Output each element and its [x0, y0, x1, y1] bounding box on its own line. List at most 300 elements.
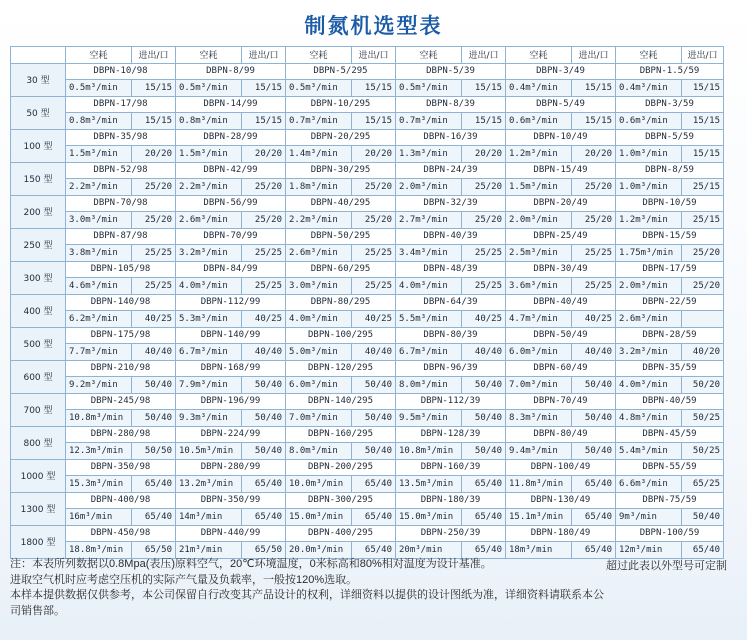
- model-cell: DBPN-196/99: [176, 393, 286, 410]
- model-cell: DBPN-10/295: [286, 96, 396, 113]
- capacity-label: 100 型: [11, 129, 66, 162]
- inlet-outlet-cell: 65/40: [462, 476, 506, 493]
- inlet-outlet-cell: 65/40: [682, 542, 724, 559]
- inlet-outlet-cell: 40/20: [682, 344, 724, 361]
- inlet-outlet-cell: 65/50: [132, 542, 176, 559]
- table-row: [11, 245, 724, 262]
- air-consumption-cell: 1.8m³/min: [286, 179, 352, 196]
- table-row: [11, 542, 724, 559]
- inlet-outlet-cell: 15/15: [682, 113, 724, 130]
- model-cell: DBPN-17/98: [66, 96, 176, 113]
- model-cell: DBPN-112/39: [396, 393, 506, 410]
- model-cell: DBPN-70/99: [176, 228, 286, 245]
- air-consumption-cell: 1.0m³/min: [616, 179, 682, 196]
- table-row: [11, 113, 724, 130]
- model-cell: DBPN-105/98: [66, 261, 176, 278]
- model-cell: DBPN-35/98: [66, 129, 176, 146]
- air-consumption-cell: 0.7m³/min: [286, 113, 352, 130]
- inlet-outlet-cell: 50/40: [572, 443, 616, 460]
- inlet-outlet-cell: 25/20: [682, 278, 724, 295]
- air-consumption-cell: 20m³/min: [396, 542, 462, 559]
- inlet-outlet-cell: 25/20: [132, 179, 176, 196]
- inlet-outlet-cell: 15/15: [242, 80, 286, 97]
- model-cell: DBPN-28/59: [616, 327, 724, 344]
- inlet-outlet-cell: 65/40: [462, 509, 506, 526]
- air-consumption-cell: 1.2m³/min: [506, 146, 572, 163]
- model-cell: DBPN-400/98: [66, 492, 176, 509]
- table-header-cell: 空耗: [506, 47, 572, 64]
- footnotes: [10, 557, 610, 619]
- air-consumption-cell: 9.4m³/min: [506, 443, 572, 460]
- model-cell: DBPN-60/49: [506, 360, 616, 377]
- inlet-outlet-cell: 25/25: [462, 245, 506, 262]
- table-row: [11, 162, 724, 179]
- capacity-label: 50 型: [11, 96, 66, 129]
- table-row: [11, 459, 724, 476]
- model-cell: DBPN-100/59: [616, 525, 724, 542]
- model-cell: DBPN-15/49: [506, 162, 616, 179]
- model-cell: DBPN-16/39: [396, 129, 506, 146]
- model-cell: DBPN-400/295: [286, 525, 396, 542]
- inlet-outlet-cell: 40/40: [352, 344, 396, 361]
- model-cell: DBPN-64/39: [396, 294, 506, 311]
- air-consumption-cell: 5.3m³/min: [176, 311, 242, 328]
- air-consumption-cell: 0.5m³/min: [396, 80, 462, 97]
- air-consumption-cell: 2.7m³/min: [396, 212, 462, 229]
- air-consumption-cell: 9.2m³/min: [66, 377, 132, 394]
- footnote-line: 进取空气机时应考虑空压机的实际产气量及负载率，一般按120%选取。: [10, 573, 358, 586]
- air-consumption-cell: 1.4m³/min: [286, 146, 352, 163]
- inlet-outlet-cell: 65/40: [352, 476, 396, 493]
- inlet-outlet-cell: 50/40: [572, 377, 616, 394]
- model-cell: DBPN-128/39: [396, 426, 506, 443]
- model-cell: DBPN-55/59: [616, 459, 724, 476]
- air-consumption-cell: 0.5m³/min: [66, 80, 132, 97]
- inlet-outlet-cell: 25/25: [352, 245, 396, 262]
- capacity-label: 1800 型: [11, 525, 66, 558]
- inlet-outlet-cell: 15/15: [572, 80, 616, 97]
- inlet-outlet-cell: 65/40: [132, 509, 176, 526]
- model-cell: DBPN-200/295: [286, 459, 396, 476]
- inlet-outlet-cell: 40/25: [462, 311, 506, 328]
- air-consumption-cell: 1.2m³/min: [616, 212, 682, 229]
- model-cell: DBPN-48/39: [396, 261, 506, 278]
- model-cell: DBPN-20/49: [506, 195, 616, 212]
- air-consumption-cell: 0.8m³/min: [176, 113, 242, 130]
- air-consumption-cell: 16m³/min: [66, 509, 132, 526]
- model-cell: DBPN-40/49: [506, 294, 616, 311]
- model-cell: DBPN-112/99: [176, 294, 286, 311]
- table-header-cell: 进出/口: [242, 47, 286, 64]
- air-consumption-cell: 0.4m³/min: [506, 80, 572, 97]
- air-consumption-cell: 13.2m³/min: [176, 476, 242, 493]
- inlet-outlet-cell: 50/40: [352, 443, 396, 460]
- air-consumption-cell: 2.0m³/min: [506, 212, 572, 229]
- inlet-outlet-cell: 25/25: [572, 278, 616, 295]
- air-consumption-cell: 10.8m³/min: [396, 443, 462, 460]
- inlet-outlet-cell: 40/25: [352, 311, 396, 328]
- inlet-outlet-cell: 25/25: [132, 245, 176, 262]
- air-consumption-cell: 8.0m³/min: [396, 377, 462, 394]
- inlet-outlet-cell: 65/40: [242, 509, 286, 526]
- air-consumption-cell: 0.8m³/min: [66, 113, 132, 130]
- model-cell: DBPN-350/98: [66, 459, 176, 476]
- air-consumption-cell: 4.7m³/min: [506, 311, 572, 328]
- table-row: [11, 261, 724, 278]
- inlet-outlet-cell: 50/40: [242, 377, 286, 394]
- air-consumption-cell: 4.0m³/min: [616, 377, 682, 394]
- table-header-cell: 空耗: [176, 47, 242, 64]
- inlet-outlet-cell: 50/40: [242, 443, 286, 460]
- capacity-label: 400 型: [11, 294, 66, 327]
- table-row: [11, 327, 724, 344]
- inlet-outlet-cell: 15/15: [462, 80, 506, 97]
- inlet-outlet-cell: 25/20: [462, 179, 506, 196]
- inlet-outlet-cell: 50/25: [682, 410, 724, 427]
- model-cell: DBPN-1.5/59: [616, 63, 724, 80]
- inlet-outlet-cell: 50/40: [132, 410, 176, 427]
- air-consumption-cell: 18.8m³/min: [66, 542, 132, 559]
- table-corner-cell: [11, 47, 66, 64]
- model-cell: DBPN-42/99: [176, 162, 286, 179]
- air-consumption-cell: 2.2m³/min: [176, 179, 242, 196]
- model-cell: DBPN-140/98: [66, 294, 176, 311]
- inlet-outlet-cell: 50/50: [132, 443, 176, 460]
- inlet-outlet-cell: 50/40: [242, 410, 286, 427]
- table-row: [11, 377, 724, 394]
- inlet-outlet-cell: 40/40: [462, 344, 506, 361]
- inlet-outlet-cell: 15/15: [132, 80, 176, 97]
- inlet-outlet-cell: 25/15: [682, 212, 724, 229]
- air-consumption-cell: 3.0m³/min: [286, 278, 352, 295]
- model-cell: DBPN-440/99: [176, 525, 286, 542]
- footnote-line: 注：本表所列数据以0.8Mpa(表压)原料空气，20℃环境温度，0米标高和80%相对温度为设计基准。: [10, 558, 492, 570]
- model-cell: DBPN-56/99: [176, 195, 286, 212]
- inlet-outlet-cell: 20/20: [352, 146, 396, 163]
- model-cell: DBPN-3/49: [506, 63, 616, 80]
- model-cell: DBPN-84/99: [176, 261, 286, 278]
- table-row: [11, 195, 724, 212]
- table-header-cell: 空耗: [396, 47, 462, 64]
- inlet-outlet-cell: 65/25: [682, 476, 724, 493]
- table-header-cell: 进出/口: [132, 47, 176, 64]
- inlet-outlet-cell: 25/25: [242, 278, 286, 295]
- air-consumption-cell: 2.6m³/min: [176, 212, 242, 229]
- air-consumption-cell: 6.0m³/min: [286, 377, 352, 394]
- model-cell: DBPN-30/49: [506, 261, 616, 278]
- model-cell: DBPN-5/295: [286, 63, 396, 80]
- inlet-outlet-cell: 50/20: [682, 377, 724, 394]
- inlet-outlet-cell: 50/40: [462, 410, 506, 427]
- inlet-outlet-cell: 25/20: [572, 179, 616, 196]
- inlet-outlet-cell: 25/20: [352, 179, 396, 196]
- model-cell: DBPN-130/49: [506, 492, 616, 509]
- table-row: [11, 426, 724, 443]
- model-cell: DBPN-168/99: [176, 360, 286, 377]
- model-cell: DBPN-14/99: [176, 96, 286, 113]
- inlet-outlet-cell: 40/40: [242, 344, 286, 361]
- inlet-outlet-cell: [682, 311, 724, 328]
- model-cell: DBPN-160/295: [286, 426, 396, 443]
- model-cell: DBPN-350/99: [176, 492, 286, 509]
- model-cell: DBPN-10/59: [616, 195, 724, 212]
- model-cell: DBPN-8/99: [176, 63, 286, 80]
- inlet-outlet-cell: 40/40: [572, 344, 616, 361]
- air-consumption-cell: 5.5m³/min: [396, 311, 462, 328]
- inlet-outlet-cell: 65/50: [242, 542, 286, 559]
- capacity-label: 1300 型: [11, 492, 66, 525]
- inlet-outlet-cell: 20/20: [242, 146, 286, 163]
- inlet-outlet-cell: 15/15: [352, 113, 396, 130]
- inlet-outlet-cell: 50/40: [132, 377, 176, 394]
- capacity-label: 1000 型: [11, 459, 66, 492]
- table-header-cell: 进出/口: [352, 47, 396, 64]
- inlet-outlet-cell: 40/25: [572, 311, 616, 328]
- air-consumption-cell: 9.3m³/min: [176, 410, 242, 427]
- air-consumption-cell: 6.7m³/min: [176, 344, 242, 361]
- model-cell: DBPN-10/98: [66, 63, 176, 80]
- model-cell: DBPN-10/49: [506, 129, 616, 146]
- air-consumption-cell: 3.4m³/min: [396, 245, 462, 262]
- model-cell: DBPN-450/98: [66, 525, 176, 542]
- inlet-outlet-cell: 25/20: [682, 245, 724, 262]
- table-row: [11, 344, 724, 361]
- table-row: [11, 80, 724, 97]
- model-cell: DBPN-280/99: [176, 459, 286, 476]
- air-consumption-cell: 4.0m³/min: [396, 278, 462, 295]
- model-cell: DBPN-180/49: [506, 525, 616, 542]
- inlet-outlet-cell: 15/15: [682, 80, 724, 97]
- model-cell: DBPN-17/59: [616, 261, 724, 278]
- air-consumption-cell: 10.8m³/min: [66, 410, 132, 427]
- model-cell: DBPN-40/295: [286, 195, 396, 212]
- inlet-outlet-cell: 65/40: [132, 476, 176, 493]
- table-row: [11, 393, 724, 410]
- air-consumption-cell: 5.4m³/min: [616, 443, 682, 460]
- capacity-label: 800 型: [11, 426, 66, 459]
- air-consumption-cell: 2.6m³/min: [286, 245, 352, 262]
- custom-model-note: 超过此表以外型号可定制: [606, 560, 727, 572]
- air-consumption-cell: 6.6m³/min: [616, 476, 682, 493]
- air-consumption-cell: 8.0m³/min: [286, 443, 352, 460]
- capacity-label: 200 型: [11, 195, 66, 228]
- air-consumption-cell: 2.5m³/min: [506, 245, 572, 262]
- table-row: [11, 525, 724, 542]
- model-cell: DBPN-24/39: [396, 162, 506, 179]
- model-cell: DBPN-30/295: [286, 162, 396, 179]
- air-consumption-cell: 9.5m³/min: [396, 410, 462, 427]
- inlet-outlet-cell: 25/20: [352, 212, 396, 229]
- air-consumption-cell: 6.7m³/min: [396, 344, 462, 361]
- inlet-outlet-cell: 25/20: [242, 212, 286, 229]
- inlet-outlet-cell: 15/15: [242, 113, 286, 130]
- model-cell: DBPN-70/49: [506, 393, 616, 410]
- air-consumption-cell: 6.0m³/min: [506, 344, 572, 361]
- air-consumption-cell: 18m³/min: [506, 542, 572, 559]
- air-consumption-cell: 2.2m³/min: [66, 179, 132, 196]
- table-row: [11, 63, 724, 80]
- table-header-cell: 空耗: [66, 47, 132, 64]
- model-cell: DBPN-50/295: [286, 228, 396, 245]
- inlet-outlet-cell: 15/15: [682, 146, 724, 163]
- inlet-outlet-cell: 25/20: [242, 179, 286, 196]
- air-consumption-cell: 15.1m³/min: [506, 509, 572, 526]
- table-row: [11, 492, 724, 509]
- model-cell: DBPN-175/98: [66, 327, 176, 344]
- inlet-outlet-cell: 50/40: [352, 377, 396, 394]
- air-consumption-cell: 3.8m³/min: [66, 245, 132, 262]
- air-consumption-cell: 2.0m³/min: [396, 179, 462, 196]
- inlet-outlet-cell: 50/40: [572, 410, 616, 427]
- table-row: [11, 129, 724, 146]
- air-consumption-cell: 4.0m³/min: [286, 311, 352, 328]
- inlet-outlet-cell: 15/15: [352, 80, 396, 97]
- inlet-outlet-cell: 25/20: [132, 212, 176, 229]
- model-cell: DBPN-5/49: [506, 96, 616, 113]
- model-cell: DBPN-8/59: [616, 162, 724, 179]
- air-consumption-cell: 1.5m³/min: [176, 146, 242, 163]
- inlet-outlet-cell: 50/25: [682, 443, 724, 460]
- inlet-outlet-cell: 65/40: [352, 542, 396, 559]
- air-consumption-cell: 5.0m³/min: [286, 344, 352, 361]
- air-consumption-cell: 7.0m³/min: [286, 410, 352, 427]
- table-row: [11, 311, 724, 328]
- air-consumption-cell: 10.0m³/min: [286, 476, 352, 493]
- model-cell: DBPN-250/39: [396, 525, 506, 542]
- model-cell: DBPN-300/295: [286, 492, 396, 509]
- model-cell: DBPN-32/39: [396, 195, 506, 212]
- model-cell: DBPN-96/39: [396, 360, 506, 377]
- capacity-label: 700 型: [11, 393, 66, 426]
- table-row: [11, 146, 724, 163]
- inlet-outlet-cell: 15/15: [132, 113, 176, 130]
- air-consumption-cell: 13.5m³/min: [396, 476, 462, 493]
- inlet-outlet-cell: 50/40: [462, 443, 506, 460]
- capacity-label: 250 型: [11, 228, 66, 261]
- inlet-outlet-cell: 25/25: [132, 278, 176, 295]
- air-consumption-cell: 20.0m³/min: [286, 542, 352, 559]
- inlet-outlet-cell: 25/25: [352, 278, 396, 295]
- model-cell: DBPN-80/39: [396, 327, 506, 344]
- air-consumption-cell: 11.8m³/min: [506, 476, 572, 493]
- model-cell: DBPN-280/98: [66, 426, 176, 443]
- air-consumption-cell: 12m³/min: [616, 542, 682, 559]
- inlet-outlet-cell: 50/40: [352, 410, 396, 427]
- air-consumption-cell: 21m³/min: [176, 542, 242, 559]
- air-consumption-cell: 1.3m³/min: [396, 146, 462, 163]
- air-consumption-cell: 1.5m³/min: [66, 146, 132, 163]
- inlet-outlet-cell: 20/20: [462, 146, 506, 163]
- air-consumption-cell: 3.2m³/min: [616, 344, 682, 361]
- page-title: 制氮机选型表: [304, 15, 443, 38]
- inlet-outlet-cell: 65/40: [572, 476, 616, 493]
- model-cell: DBPN-40/39: [396, 228, 506, 245]
- table-header-cell: 进出/口: [572, 47, 616, 64]
- table-row: [11, 179, 724, 196]
- table-row: [11, 443, 724, 460]
- inlet-outlet-cell: 15/15: [572, 113, 616, 130]
- model-cell: DBPN-5/59: [616, 129, 724, 146]
- air-consumption-cell: 1.5m³/min: [506, 179, 572, 196]
- inlet-outlet-cell: 65/40: [352, 509, 396, 526]
- air-consumption-cell: 3.2m³/min: [176, 245, 242, 262]
- model-cell: DBPN-35/59: [616, 360, 724, 377]
- air-consumption-cell: 9m³/min: [616, 509, 682, 526]
- air-consumption-cell: 3.0m³/min: [66, 212, 132, 229]
- model-cell: DBPN-75/59: [616, 492, 724, 509]
- model-cell: DBPN-224/99: [176, 426, 286, 443]
- air-consumption-cell: 8.3m³/min: [506, 410, 572, 427]
- table-row: [11, 410, 724, 427]
- table-header-cell: 空耗: [616, 47, 682, 64]
- air-consumption-cell: 2.0m³/min: [616, 278, 682, 295]
- inlet-outlet-cell: 25/20: [462, 212, 506, 229]
- capacity-label: 30 型: [11, 63, 66, 96]
- model-cell: DBPN-80/295: [286, 294, 396, 311]
- air-consumption-cell: 7.9m³/min: [176, 377, 242, 394]
- inlet-outlet-cell: 15/15: [462, 113, 506, 130]
- air-consumption-cell: 4.6m³/min: [66, 278, 132, 295]
- inlet-outlet-cell: 25/25: [462, 278, 506, 295]
- air-consumption-cell: 0.6m³/min: [506, 113, 572, 130]
- air-consumption-cell: 12.3m³/min: [66, 443, 132, 460]
- capacity-label: 500 型: [11, 327, 66, 360]
- air-consumption-cell: 0.4m³/min: [616, 80, 682, 97]
- air-consumption-cell: 14m³/min: [176, 509, 242, 526]
- model-cell: DBPN-140/99: [176, 327, 286, 344]
- air-consumption-cell: 15.0m³/min: [396, 509, 462, 526]
- inlet-outlet-cell: 20/20: [572, 146, 616, 163]
- selection-table: [10, 46, 724, 559]
- model-cell: DBPN-100/49: [506, 459, 616, 476]
- inlet-outlet-cell: 25/25: [572, 245, 616, 262]
- air-consumption-cell: 0.5m³/min: [176, 80, 242, 97]
- inlet-outlet-cell: 40/40: [132, 344, 176, 361]
- air-consumption-cell: 7.0m³/min: [506, 377, 572, 394]
- model-cell: DBPN-52/98: [66, 162, 176, 179]
- air-consumption-cell: 10.5m³/min: [176, 443, 242, 460]
- capacity-label: 150 型: [11, 162, 66, 195]
- model-cell: DBPN-50/49: [506, 327, 616, 344]
- inlet-outlet-cell: 20/20: [132, 146, 176, 163]
- air-consumption-cell: 7.7m³/min: [66, 344, 132, 361]
- table-row: [11, 360, 724, 377]
- table-row: [11, 476, 724, 493]
- table-header-row: [11, 47, 724, 64]
- inlet-outlet-cell: 65/40: [462, 542, 506, 559]
- table-row: [11, 278, 724, 295]
- model-cell: DBPN-245/98: [66, 393, 176, 410]
- capacity-label: 600 型: [11, 360, 66, 393]
- model-cell: DBPN-60/295: [286, 261, 396, 278]
- model-cell: DBPN-22/59: [616, 294, 724, 311]
- model-cell: DBPN-120/295: [286, 360, 396, 377]
- air-consumption-cell: 3.6m³/min: [506, 278, 572, 295]
- model-cell: DBPN-160/39: [396, 459, 506, 476]
- air-consumption-cell: 0.6m³/min: [616, 113, 682, 130]
- air-consumption-cell: 15.3m³/min: [66, 476, 132, 493]
- model-cell: DBPN-87/98: [66, 228, 176, 245]
- air-consumption-cell: 0.7m³/min: [396, 113, 462, 130]
- table-row: [11, 228, 724, 245]
- model-cell: DBPN-100/295: [286, 327, 396, 344]
- model-cell: DBPN-5/39: [396, 63, 506, 80]
- model-cell: DBPN-25/49: [506, 228, 616, 245]
- model-cell: DBPN-80/49: [506, 426, 616, 443]
- inlet-outlet-cell: 25/25: [242, 245, 286, 262]
- air-consumption-cell: 2.2m³/min: [286, 212, 352, 229]
- inlet-outlet-cell: 65/40: [572, 509, 616, 526]
